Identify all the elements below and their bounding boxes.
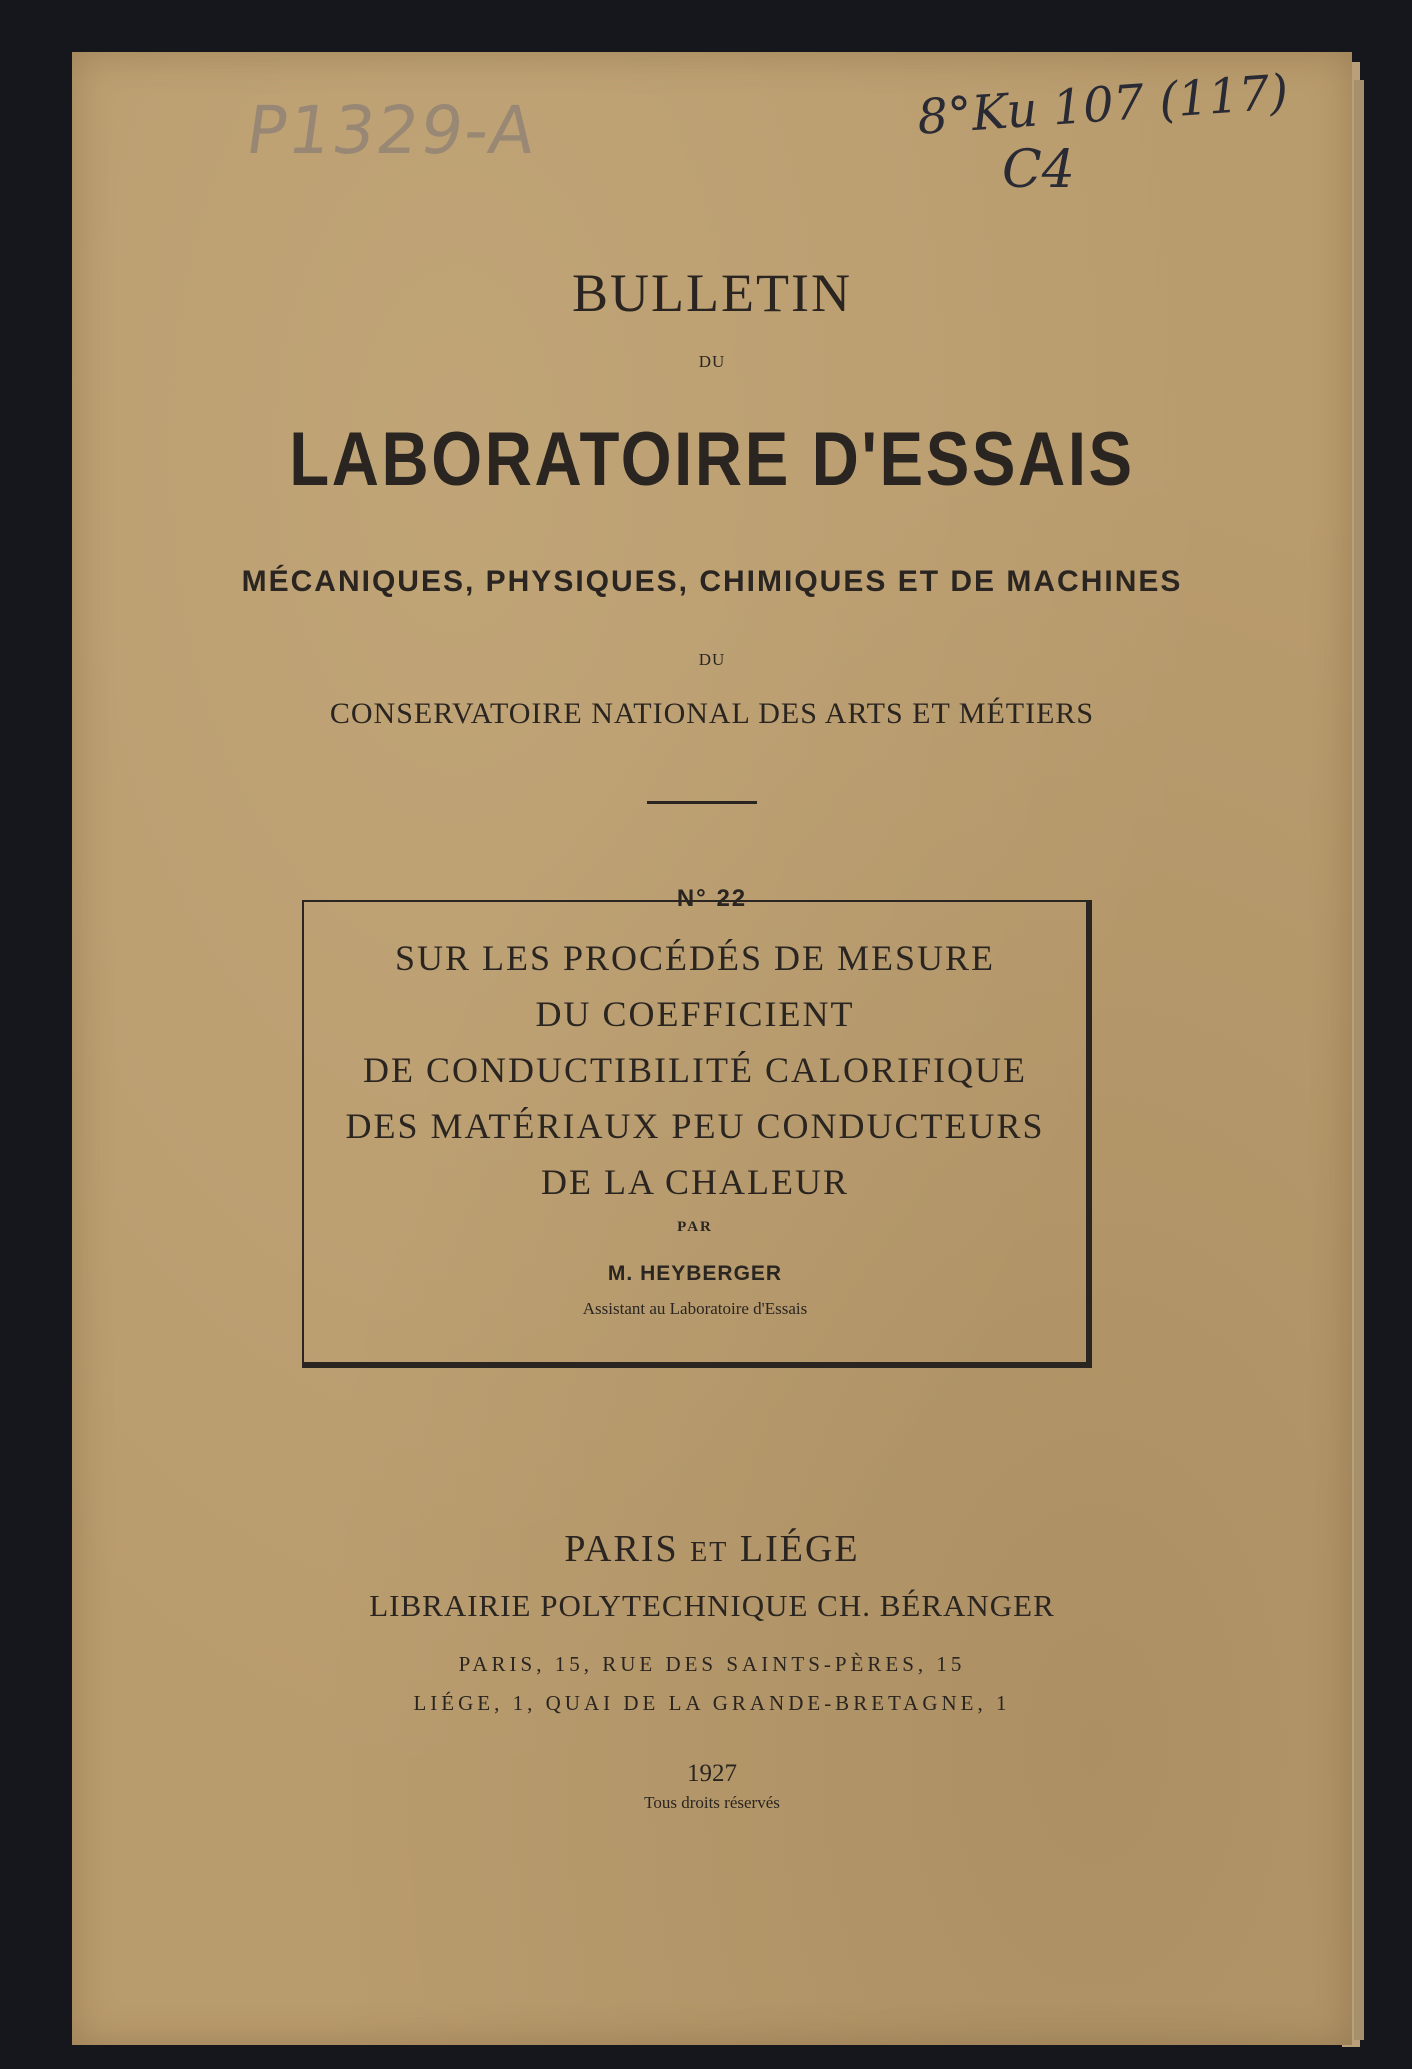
publication-year: 1927 — [687, 1760, 737, 1787]
laboratory-title: LABORATOIRE D'ESSAIS — [289, 417, 1135, 502]
divider-rule — [647, 801, 757, 804]
article-title-line: SUR LES PROCÉDÉS DE MESURE — [394, 938, 996, 978]
article-box — [302, 900, 1092, 1368]
institution-name: CONSERVATOIRE NATIONAL DES ARTS ET MÉTIERS — [329, 697, 1095, 730]
article-title-line: DE LA CHALEUR — [541, 1162, 849, 1202]
document-cover — [72, 52, 1352, 2045]
publisher-address-paris: PARIS, 15, RUE DES SAINTS-PÈRES, 15 — [458, 1652, 966, 1676]
by-label: PAR — [677, 1219, 713, 1235]
article-title-line: DU COEFFICIENT — [535, 994, 855, 1034]
shelfmark-sub-annotation: C4 — [1002, 140, 1075, 200]
du-connector-1: DU — [698, 352, 726, 371]
city-liege: LIÉGE — [739, 1528, 860, 1570]
article-title-line: DES MATÉRIAUX PEU CONDUCTEURS — [345, 1106, 1045, 1146]
publisher-name: LIBRAIRIE POLYTECHNIQUE CH. BÉRANGER — [369, 1588, 1055, 1623]
publisher-address-liege: LIÉGE, 1, QUAI DE LA GRANDE-BRETAGNE, 1 — [413, 1691, 1011, 1715]
du-connector-2: DU — [698, 650, 726, 669]
pencil-annotation: P1329-A — [241, 92, 542, 169]
shelfmark-annotation: 8°Ku 107 (117) — [915, 64, 1290, 146]
city-paris: PARIS — [564, 1528, 679, 1570]
page-edge-inner — [1354, 80, 1364, 2040]
article-title-line: DE CONDUCTIBILITÉ CALORIFIQUE — [363, 1050, 1027, 1090]
bulletin-heading: BULLETIN — [572, 263, 852, 323]
article-title — [304, 930, 1086, 1210]
issue-number: N° 22 — [676, 885, 748, 912]
author-name: M. HEYBERGER — [607, 1262, 783, 1285]
rights-notice: Tous droits réservés — [644, 1793, 780, 1812]
laboratory-subtitle: MÉCANIQUES, PHYSIQUES, CHIMIQUES ET DE MACHINES — [241, 565, 1183, 598]
author-affiliation: Assistant au Laboratoire d'Essais — [582, 1299, 808, 1318]
city-joiner: ET — [690, 1537, 729, 1568]
publisher-cities — [72, 1527, 1352, 1571]
